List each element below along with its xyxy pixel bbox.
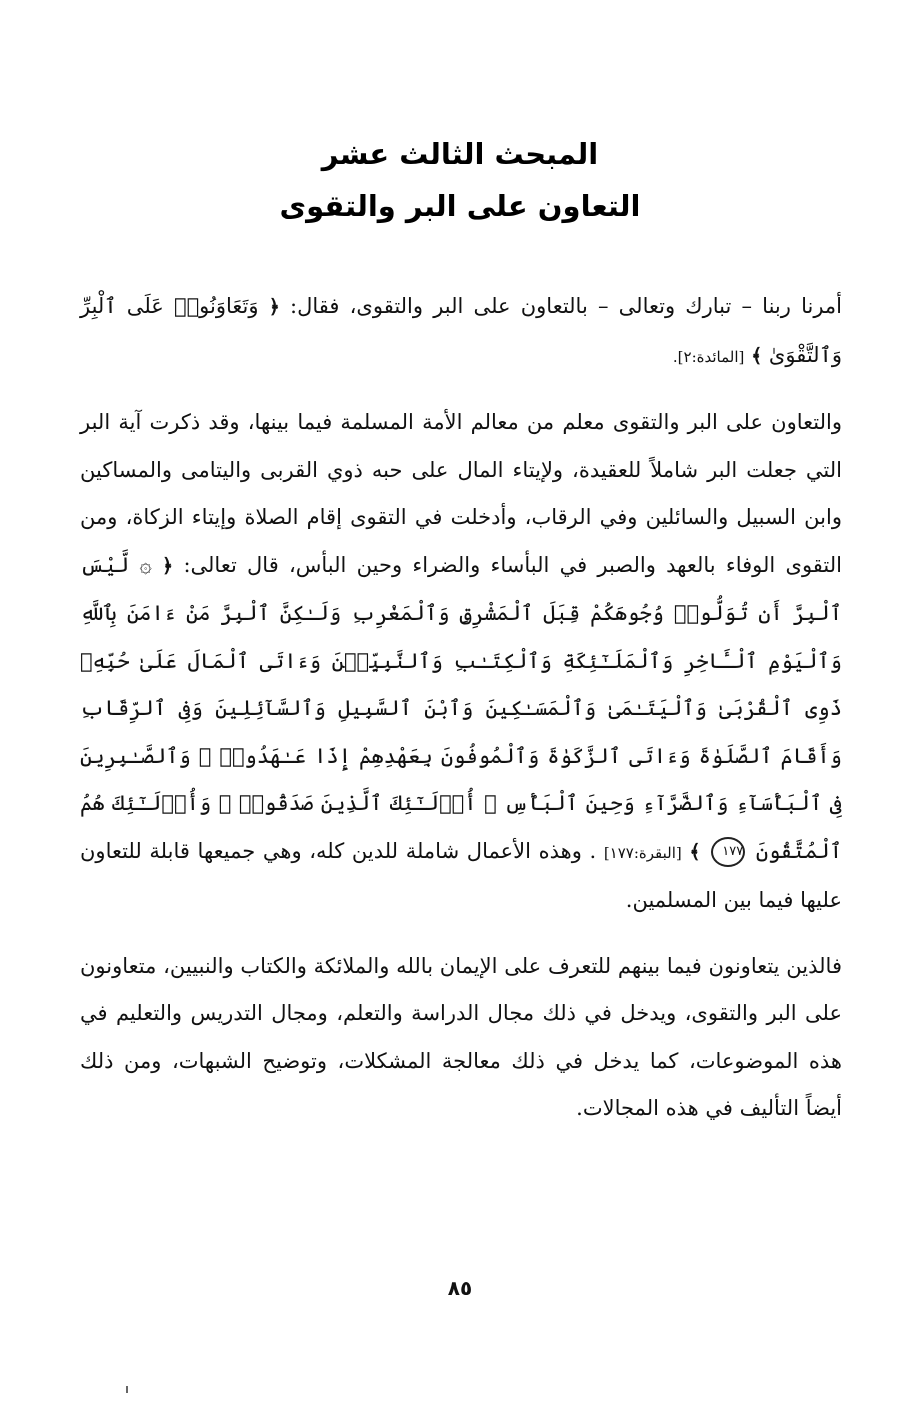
page-number: ٨٥ xyxy=(447,1276,473,1300)
paragraph-2 xyxy=(80,399,842,925)
verse-reference-baqarah: [البقرة:١٧٧] xyxy=(603,843,682,862)
chapter-headings xyxy=(0,128,920,232)
paragraph-2-text: والتعاون على البر والتقوى معلم من معالم الأمة المسلمة فيما بينها، وقد ذكرت آية البر التي جعلت البر شاملاً للعقيدة، ولإيتاء المال على حبه ذوي القربى واليتامى والمساكين وابن السبيل والسائلين وفي الرقاب، وأدخلت في التقوى إقام الصلاة وإيتاء الزكاة، ومن التقوى الوفاء بالعهد والصبر في البأساء والضراء وحين البأس، قال تعالى: xyxy=(80,410,842,577)
ornate-bracket-open: ﴿ xyxy=(268,296,280,318)
paragraph-1-text: أمرنا ربنا – تبارك وتعالى – بالتعاون على البر والتقوى، فقال: xyxy=(279,294,842,318)
ornate-bracket-close: ﴾ xyxy=(751,344,763,367)
verse-reference-maidah: [المائدة:٢]. xyxy=(672,347,745,366)
ayah-number-badge: ١٧٧ xyxy=(711,837,745,867)
body-text xyxy=(80,283,842,1133)
section-heading: المبحث الثالث عشر xyxy=(321,137,599,171)
paragraph-1 xyxy=(80,283,842,381)
chapter-title: التعاون على البر والتقوى xyxy=(279,189,641,223)
ornate-bracket-close: ﴾ xyxy=(689,840,701,863)
paragraph-2-continuation: . وهذه الأعمال شاملة للدين كله، وهي جميعها قابلة للتعاون عليها فيما بين المسلمين. xyxy=(80,838,842,912)
paragraph-3-text: فالذين يتعاونون فيما بينهم للتعرف على الإيمان بالله والملائكة والكتاب والنبيين، متعاونون على البر والتقوى، ويدخل في ذلك مجال الدراسة والتعلم، ومجال التدريس والتعليم في هذه الموضوعات، كما يدخل في ذلك معالجة المشكلات، وتوضيح الشبهات، ومن ذلك أيضاً التأليف في هذه المجالات. xyxy=(80,953,842,1120)
quran-verse-baqarah: ۞ لَّيْسَ ٱلْبِرَّ أَن تُوَلُّوا۟ وُجُوهَكُمْ قِبَلَ ٱلْمَشْرِقِ وَٱلْمَغْرِبِ وَلَـٰكِنَّ ٱلْبِرَّ مَنْ ءَامَنَ بِٱللَّهِ وَٱلْيَوْمِ ٱلْـَٔاخِرِ وَٱلْمَلَـٰٓئِكَةِ وَٱلْكِتَـٰبِ وَٱلنَّبِيِّـۧنَ وَءَاتَى ٱلْمَالَ عَلَىٰ حُبِّهِۦ ذَوِى ٱلْقُرْبَىٰ وَٱلْيَتَـٰمَىٰ وَٱلْمَسَـٰكِينَ وَٱبْنَ ٱلسَّبِيلِ وَٱلسَّآئِلِينَ وَفِى ٱلرِّقَابِ وَأَقَامَ ٱلصَّلَوٰةَ وَءَاتَى ٱلزَّكَوٰةَ وَٱلْمُوفُونَ بِعَهْدِهِمْ إِذَا عَـٰهَدُوا۟ ۖ وَٱلصَّـٰبِرِينَ فِى ٱلْبَأْسَآءِ وَٱلضَّرَّآءِ وَحِينَ ٱلْبَأْسِ ۗ أُو۟لَـٰٓئِكَ ٱلَّذِينَ صَدَقُوا۟ ۖ وَأُو۟لَـٰٓئِكَ هُمُ ٱلْمُتَّقُونَ xyxy=(80,552,842,863)
scan-mark xyxy=(126,1386,128,1393)
paragraph-3 xyxy=(80,943,842,1133)
ornate-bracket-open: ﴿ xyxy=(162,554,174,577)
quran-verse-maidah: وَتَعَاوَنُوا۟ عَلَى ٱلْبِرِّ وَٱلتَّقْوَىٰ xyxy=(80,294,842,367)
